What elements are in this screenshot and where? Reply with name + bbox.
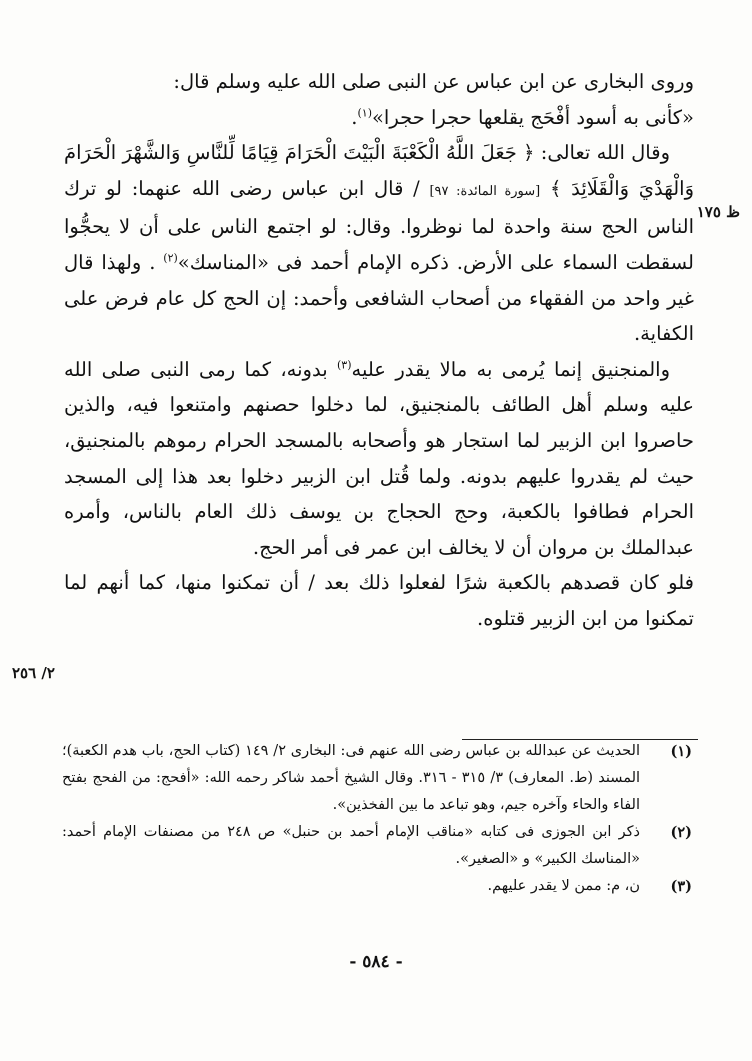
main-text (64, 64, 694, 637)
paragraph-1: وروى البخارى عن ابن عباس عن النبى صلى الله عليه وسلم قال: «كأنى به أسود أفْحَج يقلعها حجرا حجرا»$^{(١)}$. (173, 70, 694, 129)
footnote-ref-3[interactable]: (٣) (337, 358, 352, 372)
margin-folio-left: ٢/ ٢٥٦ (12, 664, 55, 682)
footnote-2: (٢) ذكر ابن الجوزى فى كتابه «مناقب الإمام أحمد بن حنبل» ص ٢٤٨ من مصنفات الإمام أحمد: «المناسك الكبير» و «الصغير». (62, 824, 692, 867)
footnotes (62, 738, 692, 900)
margin-folio-right: ظ ١٧٥ (696, 203, 740, 221)
paragraph-4: فلو كان قصدهم بالكعبة شرًا لفعلوا ذلك بعد / أن تمكنوا منها، كما أنهم لما تمكنوا من ابن الزبير قتلوه. (64, 571, 694, 630)
page-number: - ٥٨٤ - (349, 952, 403, 972)
quran-reference: [سورة المائدة: ٩٧] (429, 183, 541, 199)
footnote-ref-2[interactable]: (٢) (163, 251, 178, 265)
paragraph-3: والمنجنيق إنما يُرمى به مالا يقدر عليه$^{(٣)}$ بدونه، كما رمى النبى صلى الله عليه وسلم أهل الطائف بالمنجنيق، لما دخلوا حصنهم وامتنعوا فيه، والذين حاصروا ابن الزبير لما استجار هو وأصحابه بالمسجد الحرام رموهم بالمنجنيق، حيث لم يقدروا عليهم بدونه. ولما قُتل ابن الزبير دخلوا بعد هذا إلى المسجد الحرام فطافوا بالكعبة، وحج الحجاج بن يوسف ذلك العام بالناس، وأمره عبدالملك بن مروان أن لا يخالف ابن عمر فى أمر الحج. (64, 357, 694, 559)
footnote-1: (١) الحديث عن عبدالله بن عباس رضى الله عنهم فى: البخارى ٢/ ١٤٩ (كتاب الحج، باب هدم الكعبة)؛ المسند (ط. المعارف) ٣/ ٣١٥ - ٣١٦. وقال الشيخ أحمد شاكر رحمه الله: «أفحج: من الفحج بفتح الفاء والحاء وآخره جيم، وهو تباعد ما بين الفخذين». (62, 743, 692, 813)
footnote-ref-1[interactable]: (١) (357, 106, 372, 120)
paragraph-2: وقال الله تعالى: ﴿ جَعَلَ اللَّهُ الْكَعْبَةَ الْبَيْتَ الْحَرَامَ قِيَامًا لِّلنَّاسِ وَالشَّهْرَ الْحَرَامَ وَالْهَدْيَ وَالْقَلَائِدَ ﴾ [سورة المائدة: ٩٧] / قال ابن عباس رضى الله عنهما: لو ترك الناس الحج سنة واحدة لما نوظروا. وقال: لو اجتمع الناس على أن لا يحجُّوا لسقطت السماء على الأرض. ذكره الإمام أحمد فى «المناسك»$^{(٢)}$ . ولهذا قال غير واحد من الفقهاء من أصحاب الشافعى وأحمد: إن الحج كل عام فرض على الكفاية. (64, 141, 694, 346)
footnote-3: (٣) ن، م: ممن لا يقدر عليهم. (487, 878, 692, 895)
